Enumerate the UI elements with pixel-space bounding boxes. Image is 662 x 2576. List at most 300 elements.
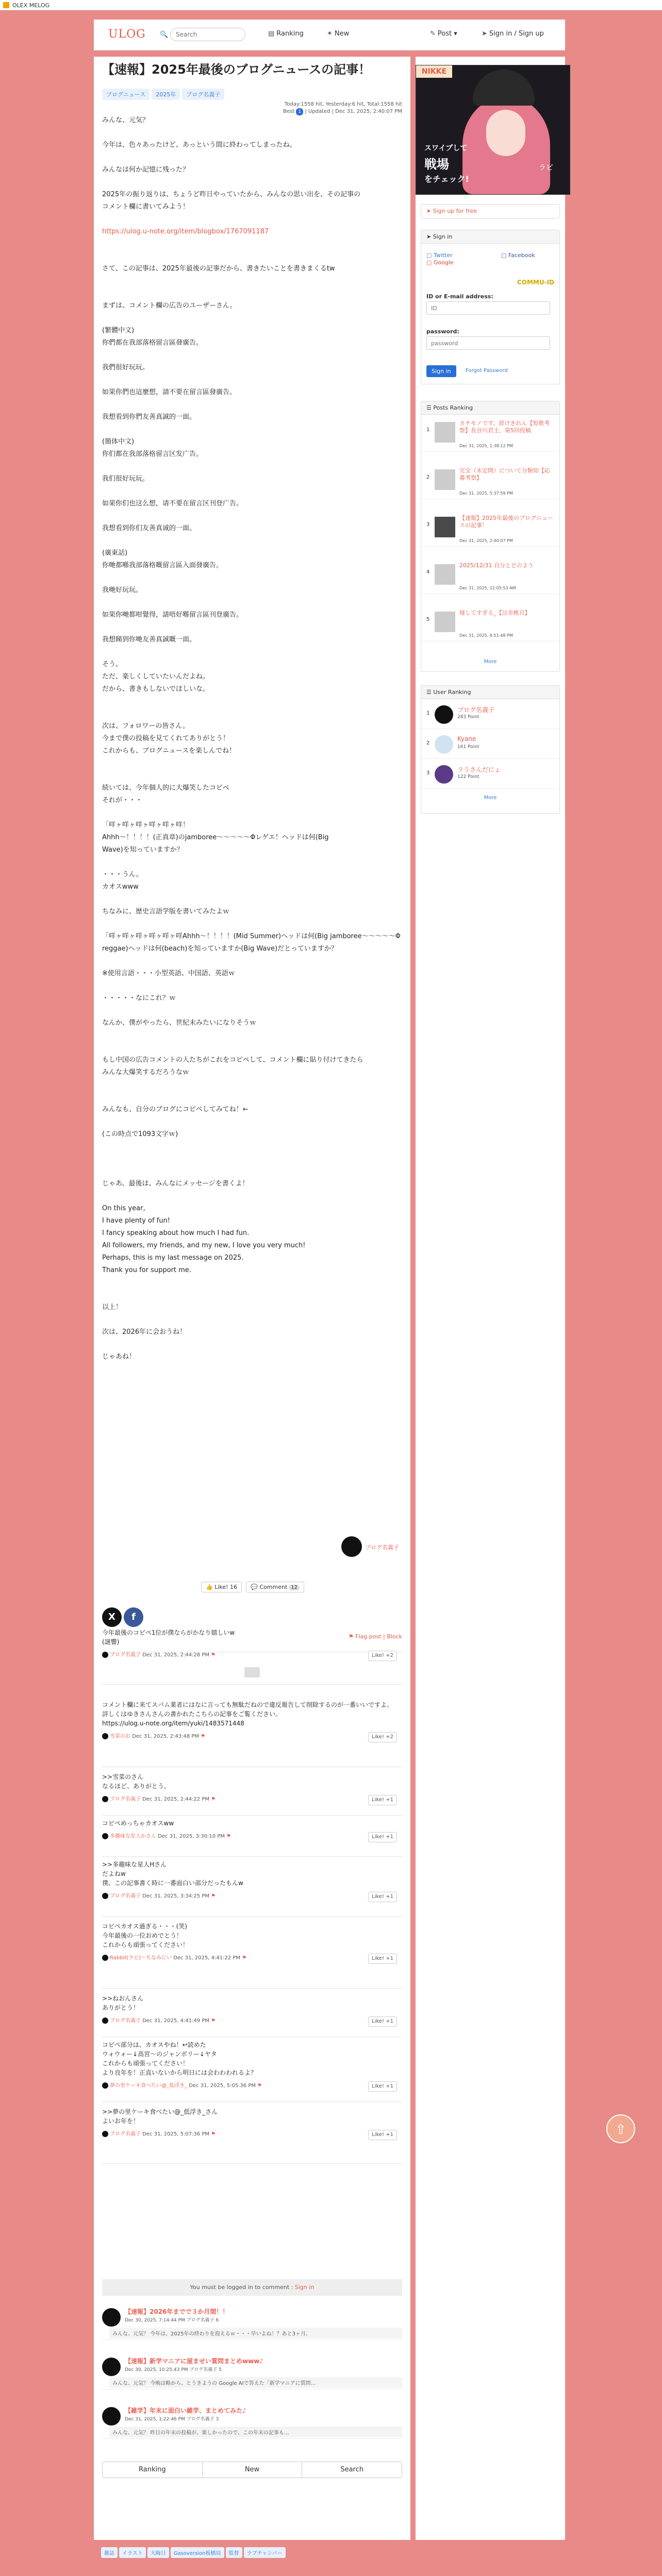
post-thumbnail[interactable]: [435, 564, 455, 585]
user-points: 161 Point: [457, 744, 479, 750]
user-name[interactable]: ブログ名義子: [457, 706, 495, 714]
body-line: じゃあ、最後は、みんなにメッセージを書くよ！: [102, 1180, 249, 1188]
ad-character-hat: [473, 70, 535, 106]
body-line: なんか、僕がやったら、世紀末みたいになりそうｗ: [102, 1019, 257, 1027]
body-line: [102, 238, 402, 250]
advertisement[interactable]: [416, 65, 570, 195]
comment-like-button[interactable]: Like! +1: [368, 2016, 397, 2027]
scroll-to-top-button[interactable]: ⇧: [606, 2114, 635, 2143]
body-line: [102, 1141, 402, 1153]
body-line: もし中国の広告コメントの人たちがこれをコピペして、コメント欄に貼り付けてきたら: [102, 1056, 363, 1064]
avatar[interactable]: [102, 1955, 108, 1961]
body-line: reggae)ヘッドは何(beach)を知っていますか(Big Wave)だとっていますか？: [102, 945, 338, 953]
ranking-title[interactable]: 完全（未定問）について分類知【応募考察】: [459, 467, 550, 481]
ad-character-name: ラピ: [539, 164, 553, 172]
author-name[interactable]: ブログ名義子: [365, 1544, 399, 1551]
body-line: (廣東話): [102, 549, 128, 557]
comment-date: Dec 31, 2025, 2:44:22 PM: [142, 1797, 209, 1802]
nav-ranking-label: Ranking: [276, 30, 304, 38]
body-line: [102, 213, 402, 226]
footer-tag[interactable]: 雑誌: [101, 2547, 118, 2558]
body-line: 今まで僕の投稿を見てくれてありがとう！: [102, 735, 230, 742]
flag-label: Flag post | Block: [355, 1633, 402, 1640]
article-body: [102, 114, 402, 1363]
related-post[interactable]: [102, 2305, 402, 2340]
body-line: [102, 572, 402, 584]
body-line: [102, 1338, 402, 1351]
footer-tag[interactable]: Gasoversion板橋局: [171, 2547, 224, 2558]
body-line: [102, 621, 402, 634]
comment-text: 今年最後のコピペ1位が僕ならがかなり嬉しいw (謎響): [102, 1629, 235, 1646]
comment-author[interactable]: ブログ名義子: [110, 2018, 141, 2024]
body-line: 我想看到你们友善真诚的一面。: [102, 524, 196, 532]
rank-number: 4: [426, 569, 430, 575]
body-line: [102, 151, 402, 164]
body-line: 今年は、色々あったけど、あっという間に終わってしまったね。: [102, 141, 296, 149]
tag[interactable]: 2025年: [152, 89, 180, 100]
ranking-meta: Dec 31, 2025, 2:40:07 PM: [459, 538, 513, 543]
footer-tag[interactable]: 監督: [226, 2547, 242, 2558]
body-line: [102, 807, 402, 819]
comment-text: コピペ部分は、カオスやね！↩読めた ウォウォー↓高宮〜のジャンボリー↓ヤタ これからも頑張ってください！ より良年を！正直いないから明日には会わわわれるよ？: [102, 2041, 257, 2076]
body-line: コメント欄に書いてみよう！: [102, 203, 190, 211]
share-buttons: [102, 1607, 154, 1628]
body-line: 「咩ヶ咩ヶ咩ヶ咩ヶ咩ヶ咩！: [102, 821, 190, 829]
post-thumbnail[interactable]: [435, 469, 455, 490]
ad-banner: NIKKE: [416, 65, 452, 78]
body-line: みんな大爆笑するだろうなｗ: [102, 1069, 190, 1076]
comment-like-button[interactable]: Like! +1: [368, 2130, 397, 2140]
ranking-title[interactable]: カチモノです。辞けきれん【短歌考察】長谷川君主、第5回投稿: [459, 420, 550, 434]
top-bar: [0, 0, 662, 10]
body-line: ※使用言語・・・小型英語、中国語、英語ｗ: [102, 970, 235, 977]
signup-link[interactable]: ➤ Sign up for free: [421, 205, 559, 218]
ad-text-2: 戦場: [424, 157, 449, 172]
user-name[interactable]: Kyane: [457, 735, 476, 742]
comment-item: [102, 1860, 402, 1917]
comment-item: [102, 1819, 402, 1857]
body-line: [102, 349, 402, 362]
signin-title: Sign in: [433, 233, 453, 240]
comment-author[interactable]: ブログ名義子: [110, 1652, 141, 1658]
facebook-login[interactable]: ▢ Facebook: [501, 252, 535, 259]
body-line: じゃあね！: [102, 1353, 136, 1361]
user-ranking-item[interactable]: [421, 731, 559, 759]
commu-id-login[interactable]: COMMU-ID: [517, 279, 554, 286]
avatar[interactable]: [102, 1733, 108, 1739]
site-logo-icon[interactable]: [3, 2, 9, 8]
comment-footer: [102, 1795, 402, 1804]
comment-item: [102, 2040, 402, 2102]
body-line: 次は、2026年に会おうね！: [102, 1328, 187, 1336]
body-line: [102, 399, 402, 411]
flag-block-link[interactable]: ⚑ Flag post | Block: [348, 1633, 402, 1640]
user-ranking-header: ☰ User Ranking: [421, 686, 559, 699]
body-line: All followers, my friends, and my new, I love you very much!: [102, 1242, 306, 1249]
body-line: [102, 1165, 402, 1178]
user-ranking-item[interactable]: [421, 761, 559, 789]
ranking-icon: ▤: [268, 30, 275, 38]
best-label: Best: [283, 109, 295, 114]
comment-flag-link[interactable]: ⚑: [209, 2131, 216, 2137]
comment-text: コピペめっちゃカオスww: [102, 1820, 174, 1827]
comment-flag-link[interactable]: ⚑: [225, 1834, 231, 1839]
id-label: ID or E-mail address:: [426, 293, 493, 300]
ranking-meta: Dec 31, 2025, 12:05:53 AM: [459, 586, 516, 590]
body-line: 我们很好玩玩。: [102, 475, 150, 483]
comment-like-button[interactable]: Like! +1: [368, 1795, 397, 1805]
comment-footer: [102, 2081, 402, 2091]
body-line: 你们都在我部落格留言区发广告。: [102, 450, 203, 458]
related-snippet: みんな、元気？ 昨日の年末の投稿が、楽しかったので、この年末の記事も...: [109, 2427, 402, 2437]
x-share-icon[interactable]: X: [102, 1607, 122, 1627]
like-button[interactable]: 👍 Like! 16: [201, 1582, 242, 1592]
body-line: Ahhh〜！！！！(正真章)のjamboree〜〜〜〜〜Φレゲエ！ヘッドは何(Big: [102, 834, 329, 841]
comment-footer: [102, 1732, 402, 1741]
related-meta: Dec 31, 2025, 1:22:46 PM ブログ名義子 3: [125, 2417, 219, 2422]
body-line: そう。: [102, 660, 123, 668]
google-login[interactable]: ▢ Google: [426, 259, 454, 266]
body-line: I fancy speaking about how much I had fun.: [102, 1229, 250, 1237]
body-line: [102, 287, 402, 300]
signin-header: ➤ Sign in: [421, 230, 559, 244]
body-line: だから、書きもしないでほしいな。: [102, 685, 210, 693]
body-line: [102, 1314, 402, 1326]
body-line: 如果你哋都咁覺得，請唔好喺留言區刊登廣告。: [102, 611, 243, 619]
bottom-nav-search[interactable]: Search: [340, 2466, 364, 2473]
comment-footer: [102, 1651, 402, 1660]
password-label: password:: [426, 328, 459, 335]
comment-item: [102, 1772, 402, 1816]
user-name[interactable]: ラうさんだにょ: [457, 766, 501, 773]
header: [94, 20, 565, 50]
body-line: 如果你們也這麼想，請不要在留言區發廣告。: [102, 388, 237, 396]
rank-number: 1: [426, 427, 430, 433]
body-line: (この時点で1093文字ｗ): [102, 1130, 178, 1138]
search-box: [160, 28, 255, 41]
comment-like-button[interactable]: Like! +1: [368, 2081, 397, 2092]
comment-text: >>雪菜のさん なるほど、ありがとう。: [102, 1773, 171, 1790]
login-note-text: You must be logged in to comment :: [190, 2284, 293, 2291]
footer-tag[interactable]: 大晦日: [147, 2547, 169, 2558]
comment-footer: [102, 2130, 402, 2139]
brand-logo[interactable]: ULOG: [108, 28, 146, 41]
avatar[interactable]: [435, 765, 453, 784]
twitter-login[interactable]: ▢ Twitter: [426, 252, 453, 259]
hit-counts: Today:1558 hit, Yesterday:6 hit, Total:1558 hit: [284, 101, 402, 107]
body-line: 我想睇到你哋友善真誠嘅一面。: [102, 636, 196, 643]
body-line: [102, 535, 402, 547]
password-field[interactable]: [426, 336, 550, 350]
body-line: ・・・・・なにこれ？ｗ: [102, 994, 176, 1002]
rank-number: 2: [426, 740, 430, 746]
comment-text: >>ねおんさん ありがとう！: [102, 1995, 144, 2011]
tag[interactable]: ブログ名義子: [182, 89, 224, 100]
forgot-password-link[interactable]: Forgot Password: [466, 368, 508, 374]
comment-like-button[interactable]: Like! +1: [368, 1832, 397, 1842]
body-line: [102, 1005, 402, 1017]
comment-like-button[interactable]: Like! +1: [368, 1892, 397, 1902]
comment-flag-link[interactable]: ⚑: [256, 2083, 262, 2089]
user-ranking-item[interactable]: [421, 701, 559, 729]
body-line: On this year,: [102, 1205, 145, 1212]
post-thumbnail[interactable]: [435, 517, 455, 537]
facebook-label: Facebook: [508, 252, 535, 259]
comment-flag-link[interactable]: ⚑: [240, 1955, 247, 1961]
footer-tag[interactable]: ラブチャンバー: [244, 2547, 286, 2558]
facebook-share-icon[interactable]: f: [124, 1607, 143, 1627]
comment-flag-link[interactable]: ⚑: [209, 1797, 216, 1802]
body-line: みんなも、自分のブログにコピペしてみてね！←: [102, 1106, 249, 1113]
body-line: [102, 1277, 402, 1289]
body-line: [102, 1091, 402, 1104]
comment-flag-link[interactable]: ⚑: [209, 1893, 216, 1899]
nav-signin[interactable]: [482, 30, 544, 38]
related-title[interactable]: 【雑学】年末に面白い雑学、まとめてみた♪: [125, 2407, 246, 2414]
comment-flag-link[interactable]: ⚑: [199, 1734, 206, 1739]
ranking-item[interactable]: [421, 417, 559, 452]
ranking-title[interactable]: 寝してすぎる_【泣赤桃日】: [459, 609, 531, 616]
ranking-title[interactable]: 【速報】2025年最後のブログニュースの記事！: [459, 515, 553, 529]
signup-label: Sign up for free: [433, 208, 477, 214]
bottom-nav-new[interactable]: New: [203, 2462, 303, 2478]
body-line: これからも、ブログニュースを楽しんでね！: [102, 747, 236, 755]
comment-item: [102, 2107, 402, 2164]
body-line: I have plenty of fun!: [102, 1217, 170, 1225]
like-count: 16: [230, 1584, 238, 1590]
posts-ranking-header: ☰ Posts Ranking: [421, 401, 559, 415]
nav-post[interactable]: ✎ Post ▾: [430, 30, 457, 38]
body-line: (簡体中文): [102, 438, 135, 446]
user-points: 283 Point: [457, 715, 479, 720]
comment-author[interactable]: ブログ名義子: [110, 2131, 141, 2137]
avatar[interactable]: [102, 2407, 121, 2426]
body-line: (繁體中文): [102, 327, 135, 334]
best-badge: 1: [296, 108, 303, 115]
ranking-title[interactable]: 2025/12/31 自分とどのよう: [459, 562, 534, 569]
body-line: [102, 176, 402, 189]
nav-new-label: New: [334, 30, 350, 38]
body-line: [102, 423, 402, 436]
post-thumbnail[interactable]: [435, 422, 455, 443]
body-line: [102, 646, 402, 658]
body-link[interactable]: https://ulog.u-note.org/item/blogbox/1767091187: [102, 228, 269, 235]
twitter-label: Twitter: [433, 252, 453, 259]
avatar[interactable]: [102, 2308, 121, 2327]
avatar[interactable]: [435, 705, 453, 724]
comment-item: [102, 1700, 402, 1767]
nav-ranking[interactable]: [268, 30, 304, 38]
comment-like-button[interactable]: Like! +2: [368, 1651, 397, 1661]
signin-button[interactable]: Sign in: [426, 365, 456, 377]
footer-tags: [101, 2547, 410, 2560]
comment-author[interactable]: 夢の里ケーキ食べたい@_低浮き_: [110, 2083, 187, 2089]
body-line: [102, 597, 402, 609]
comment-author[interactable]: ブログ名義子: [110, 1797, 141, 1802]
google-label: Google: [433, 259, 454, 266]
avatar[interactable]: [102, 2082, 108, 2089]
body-line: [102, 250, 402, 263]
related-meta: Dec 30, 2025, 7:14:44 PM ブログ名義子 6: [125, 2318, 219, 2323]
avatar[interactable]: [102, 1652, 108, 1658]
avatar[interactable]: [102, 2131, 108, 2137]
signin-link[interactable]: Sign in: [294, 2284, 315, 2291]
avatar[interactable]: [102, 2358, 121, 2376]
nav-post-label: Post: [437, 30, 452, 38]
comment-date: Dec 31, 2025, 5:07:36 PM: [142, 2131, 209, 2137]
nav-new[interactable]: [327, 30, 349, 38]
body-line: [102, 312, 402, 325]
ad-text-3: をチェック!: [424, 174, 469, 184]
body-line: ただ、楽しくしていたいんだよね。: [102, 673, 210, 681]
ranking-item[interactable]: [421, 559, 559, 594]
avatar[interactable]: [102, 1833, 108, 1839]
article-card: [94, 57, 410, 2540]
posts-ranking: [421, 401, 560, 672]
body-line: 如果你们也这么想，请不要在留言区刊登广告。: [102, 500, 243, 507]
ad-character-face: [486, 110, 525, 156]
updated-date: | Updated | Dec 31, 2025, 2:40:07 PM: [305, 109, 402, 114]
comment-author[interactable]: ブログ名義子: [110, 1893, 141, 1899]
new-icon: ✶: [327, 30, 333, 38]
body-line: ちなみに、歴史言語学版を書いてみたよｗ: [102, 908, 230, 916]
body-line: [102, 1116, 402, 1128]
post-thumbnail[interactable]: [435, 612, 455, 632]
body-line: [102, 374, 402, 386]
signup-box[interactable]: [421, 204, 560, 218]
body-line: 我哋好玩玩。: [102, 586, 143, 594]
rank-number: 3: [426, 770, 430, 776]
comment-date: Dec 31, 2025, 2:43:48 PM: [132, 1734, 199, 1739]
related-post[interactable]: [102, 2404, 402, 2439]
body-line: みんな、元気？: [102, 116, 150, 124]
body-line: 你們都在我部落格留言區發廣告。: [102, 339, 203, 347]
related-title[interactable]: 【速報】新学マニアに屋ませい質問まとめwww♪: [125, 2358, 263, 2365]
body-line: [102, 980, 402, 992]
related-snippet: みんな、元気？ 今年は、2025年の終わりを迎えるｗ・・・早いよね！？あと3ヶ月、: [109, 2328, 402, 2338]
rank-number: 5: [426, 617, 430, 622]
body-line: 以上！: [102, 1303, 123, 1311]
ad-text-1: スワイプして: [424, 144, 468, 152]
body-line: [102, 461, 402, 473]
search-input[interactable]: [170, 28, 245, 41]
body-line: まずは、コメント欄の広告のユーザーさん。: [102, 302, 237, 310]
comment-flag-link[interactable]: ⚑: [209, 1652, 216, 1658]
body-line: Thank you for support me.: [102, 1266, 191, 1274]
body-line: [102, 893, 402, 906]
body-line: Wave)を知っていますか？: [102, 846, 184, 854]
tag[interactable]: ブログニュース: [102, 89, 150, 100]
search-icon[interactable]: 🔍: [160, 31, 169, 39]
comment-date: Dec 31, 2025, 4:41:22 PM: [173, 1955, 241, 1961]
body-line: [102, 510, 402, 522]
body-line: [102, 918, 402, 930]
bottom-nav-ranking[interactable]: Ranking: [103, 2462, 203, 2478]
body-line: [102, 485, 402, 498]
comment-label: Comment: [259, 1584, 288, 1590]
body-line: さて、この記事は、2025年最後の記事だから、書きたいことを書きまくるtw: [102, 265, 335, 273]
ranking-item[interactable]: [421, 464, 559, 499]
signin-box: [421, 230, 560, 384]
comment-flag-link[interactable]: ⚑: [209, 2018, 216, 2024]
comment-date: Dec 31, 2025, 5:05:36 PM: [189, 2083, 256, 2089]
avatar[interactable]: [102, 1893, 108, 1899]
body-line: [102, 275, 402, 287]
footer-tag[interactable]: イラスト: [119, 2547, 146, 2558]
body-line: 我們很好玩玩。: [102, 364, 150, 371]
ranking-meta: Dec 31, 2025, 5:37:59 PM: [459, 491, 513, 496]
comment-text: >>多趣味な星人Hさん だよねw 僕、この記事書く時に一番面白い部分だったもんw: [102, 1861, 243, 1887]
nav-signin-label: Sign in / Sign up: [489, 30, 544, 38]
comment-footer: [102, 1954, 402, 1963]
body-line: [102, 757, 402, 770]
body-line: [102, 127, 402, 139]
site-links[interactable]: OLEX MELOG: [12, 2, 50, 9]
ranking-meta: Dec 31, 2025, 6:51:48 PM: [459, 633, 513, 638]
posts-more-link[interactable]: More: [484, 659, 497, 665]
body-line: [102, 1153, 402, 1165]
body-line: [102, 1190, 402, 1202]
comment-button[interactable]: 💬 Comment 12: [246, 1582, 304, 1592]
comment-date: Dec 31, 2025, 3:34:25 PM: [142, 1893, 209, 1899]
body-line: [102, 1079, 402, 1091]
body-line: [102, 1029, 402, 1042]
body-line: 你哋都喺我部落格嘅留言區入面發廣告。: [102, 562, 223, 569]
body-line: 我想看到你們友善真誠的一面。: [102, 413, 196, 421]
avatar[interactable]: [341, 1536, 362, 1557]
comment-like-button[interactable]: Like! +2: [368, 1732, 397, 1742]
body-line: それが・・・: [102, 796, 143, 804]
comment-like-button[interactable]: Like! +1: [368, 1954, 397, 1964]
body-line: 2025年の振り返りは、ちょうど昨日やっていたから、みんなの思い出を、その記事の: [102, 191, 361, 198]
avatar[interactable]: [102, 2018, 108, 2024]
related-snippet: みんな、元気？ 今晩は略から、とうきようの Google AIで答えた「新学マニアに質問...: [109, 2377, 402, 2388]
comment-footer: [102, 1832, 402, 1841]
related-post[interactable]: [102, 2354, 402, 2389]
avatar[interactable]: [435, 735, 453, 754]
id-field[interactable]: [426, 301, 550, 315]
comment-footer: [102, 2016, 402, 2026]
body-line: [102, 1289, 402, 1301]
comment-author[interactable]: 多趣味な星人かさん: [110, 1834, 156, 1839]
posts-ranking-title: Posts Ranking: [433, 404, 473, 411]
comment-author[interactable]: 雪菜のお: [110, 1734, 130, 1739]
like-label: Like!: [214, 1584, 228, 1590]
ranking-item[interactable]: [421, 606, 559, 641]
comment-date: Dec 31, 2025, 4:41:49 PM: [142, 2018, 209, 2024]
signin-icon: ➤: [482, 30, 487, 38]
avatar[interactable]: [102, 1796, 108, 1802]
body-line: [102, 856, 402, 869]
body-line: 続いては、今年個人的に大爆笑したコピペ: [102, 784, 229, 792]
body-line: [102, 696, 402, 708]
body-line: Perhaps, this is my last message on 2025.: [102, 1254, 244, 1262]
pencil-icon: ✎: [430, 30, 436, 38]
user-ranking: [421, 685, 560, 814]
bottom-nav: [102, 2462, 402, 2478]
comment-footer: [102, 1892, 402, 1901]
comment-text: コピペカオス過ぎる・・・(笑) 今年最後の一位おめでとう！ これからも頑張ってください！: [102, 1923, 189, 1948]
comment-author[interactable]: Rabbit(ラビ)〜ちなみにい: [110, 1955, 172, 1961]
comment-item: [102, 1994, 402, 2037]
article-meta: [283, 101, 402, 115]
body-line: [102, 1042, 402, 1054]
ranking-item[interactable]: [421, 512, 559, 547]
ranking-meta: Dec 31, 2025, 1:38:12 PM: [459, 444, 513, 448]
body-line: みんなは何か記憶に残った？: [102, 166, 190, 174]
users-more-link[interactable]: More: [484, 795, 497, 801]
related-title[interactable]: 【速報】2026年までで３か月間！！: [125, 2308, 229, 2315]
